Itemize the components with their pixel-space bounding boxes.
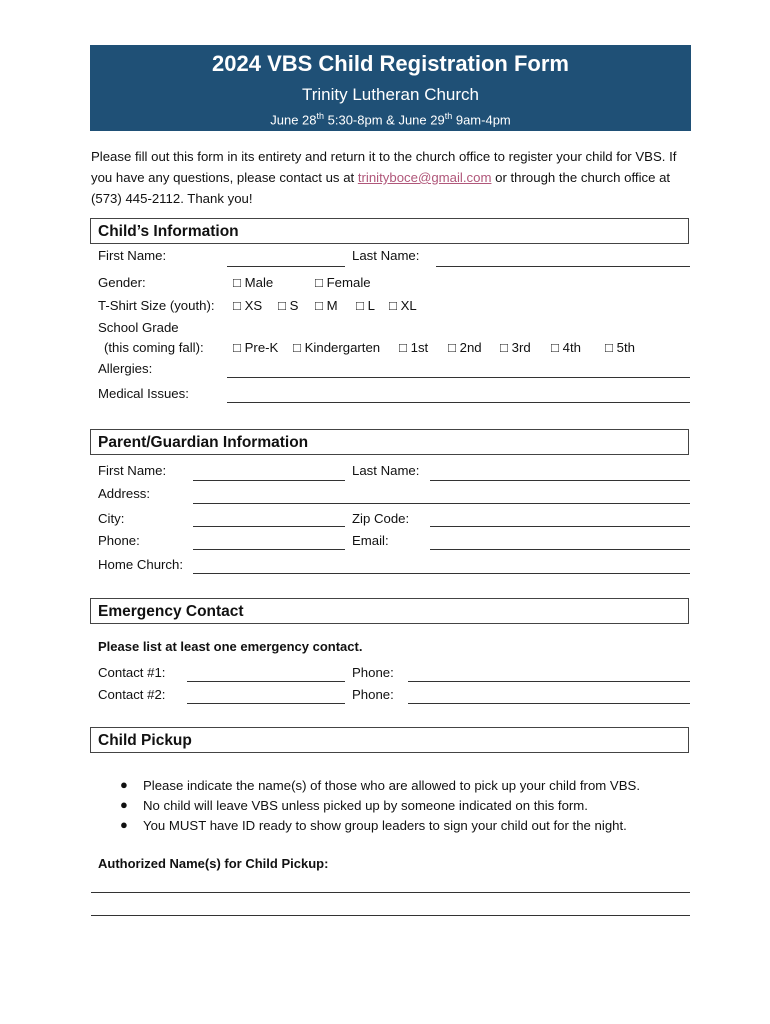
- gender-male-checkbox[interactable]: □ Male: [233, 275, 274, 290]
- school-grade-sublabel: (this coming fall):: [104, 340, 204, 355]
- grade-3rd-checkbox[interactable]: □ 3rd: [500, 340, 531, 355]
- tshirt-size-label: T-Shirt Size (youth):: [98, 298, 215, 313]
- bullet-icon: ●: [120, 817, 128, 832]
- child-first-name-field[interactable]: [227, 266, 345, 267]
- zip-field[interactable]: [430, 526, 690, 527]
- address-field[interactable]: [193, 503, 690, 504]
- contact2-label: Contact #2:: [98, 687, 166, 702]
- contact1-label: Contact #1:: [98, 665, 166, 680]
- child-first-name-label: First Name:: [98, 248, 167, 263]
- event-dates: June 28th 5:30-8pm & June 29th 9am-4pm: [270, 111, 511, 128]
- zip-label: Zip Code:: [352, 511, 410, 526]
- pickup-bullet-2: No child will leave VBS unless picked up by someone indicated on this form.: [143, 798, 588, 813]
- medical-issues-field[interactable]: [227, 402, 690, 403]
- gender-female-checkbox[interactable]: □ Female: [315, 275, 371, 290]
- parent-phone-label: Phone:: [98, 533, 140, 548]
- authorized-names-label: Authorized Name(s) for Child Pickup:: [98, 856, 329, 871]
- home-church-field[interactable]: [193, 573, 690, 574]
- authorized-name-field-1[interactable]: [91, 892, 690, 893]
- address-label: Address:: [98, 486, 151, 501]
- section-child-pickup: Child Pickup: [90, 727, 689, 753]
- section-parent-info: Parent/Guardian Information: [90, 429, 689, 455]
- church-name: Trinity Lutheran Church: [301, 85, 479, 104]
- bullet-icon: ●: [120, 777, 128, 792]
- parent-phone-field[interactable]: [193, 549, 345, 550]
- grade-kindergarten-checkbox[interactable]: □ Kindergarten: [293, 340, 381, 355]
- grade-5th-checkbox[interactable]: □ 5th: [605, 340, 635, 355]
- size-xl-checkbox[interactable]: □ XL: [389, 298, 417, 313]
- parent-email-field[interactable]: [430, 549, 690, 550]
- parent-last-name-label: Last Name:: [352, 463, 420, 478]
- grade-2nd-checkbox[interactable]: □ 2nd: [448, 340, 482, 355]
- child-last-name-field[interactable]: [436, 266, 690, 267]
- contact1-field[interactable]: [187, 681, 345, 682]
- contact2-phone-field[interactable]: [408, 703, 690, 704]
- city-label: City:: [98, 511, 125, 526]
- city-field[interactable]: [193, 526, 345, 527]
- child-last-name-label: Last Name:: [352, 248, 420, 263]
- size-l-checkbox[interactable]: □ L: [356, 298, 375, 313]
- grade-1st-checkbox[interactable]: □ 1st: [399, 340, 429, 355]
- parent-email-label: Email:: [352, 533, 389, 548]
- contact2-field[interactable]: [187, 703, 345, 704]
- emergency-instruction: Please list at least one emergency contact.: [98, 639, 363, 654]
- gender-label: Gender:: [98, 275, 146, 290]
- header-banner: [90, 45, 691, 131]
- size-s-checkbox[interactable]: □ S: [278, 298, 299, 313]
- section-emergency-contact: Emergency Contact: [90, 598, 689, 624]
- contact2-phone-label: Phone:: [352, 687, 394, 702]
- parent-last-name-field[interactable]: [430, 480, 690, 481]
- parent-first-name-field[interactable]: [193, 480, 345, 481]
- authorized-name-field-2[interactable]: [91, 915, 690, 916]
- medical-issues-label: Medical Issues:: [98, 386, 189, 401]
- bullet-icon: ●: [120, 797, 128, 812]
- contact-email-link[interactable]: trinityboce@gmail.com: [357, 170, 492, 185]
- pickup-bullet-3: You MUST have ID ready to show group leaders to sign your child out for the night.: [143, 818, 627, 833]
- home-church-label: Home Church:: [98, 557, 184, 572]
- contact1-phone-field[interactable]: [408, 681, 690, 682]
- pickup-bullet-1: Please indicate the name(s) of those who are allowed to pick up your child from VBS.: [143, 778, 640, 793]
- section-child-info: Child’s Information: [90, 218, 689, 244]
- grade-4th-checkbox[interactable]: □ 4th: [551, 340, 581, 355]
- parent-first-name-label: First Name:: [98, 463, 167, 478]
- school-grade-label: School Grade: [98, 320, 179, 335]
- allergies-label: Allergies:: [98, 361, 153, 376]
- size-m-checkbox[interactable]: □ M: [315, 298, 338, 313]
- contact1-phone-label: Phone:: [352, 665, 394, 680]
- intro-paragraph: Please fill out this form in its entirety and return it to the church office to register your child for VBS. If you have any questions, please contact us at trinityboce@gmail.com or through the church office at (573) 445-2112. Thank you!: [91, 149, 677, 206]
- grade-prek-checkbox[interactable]: □ Pre-K: [233, 340, 279, 355]
- form-title: 2024 VBS Child Registration Form: [212, 51, 569, 76]
- size-xs-checkbox[interactable]: □ XS: [233, 298, 263, 313]
- allergies-field[interactable]: [227, 377, 690, 378]
